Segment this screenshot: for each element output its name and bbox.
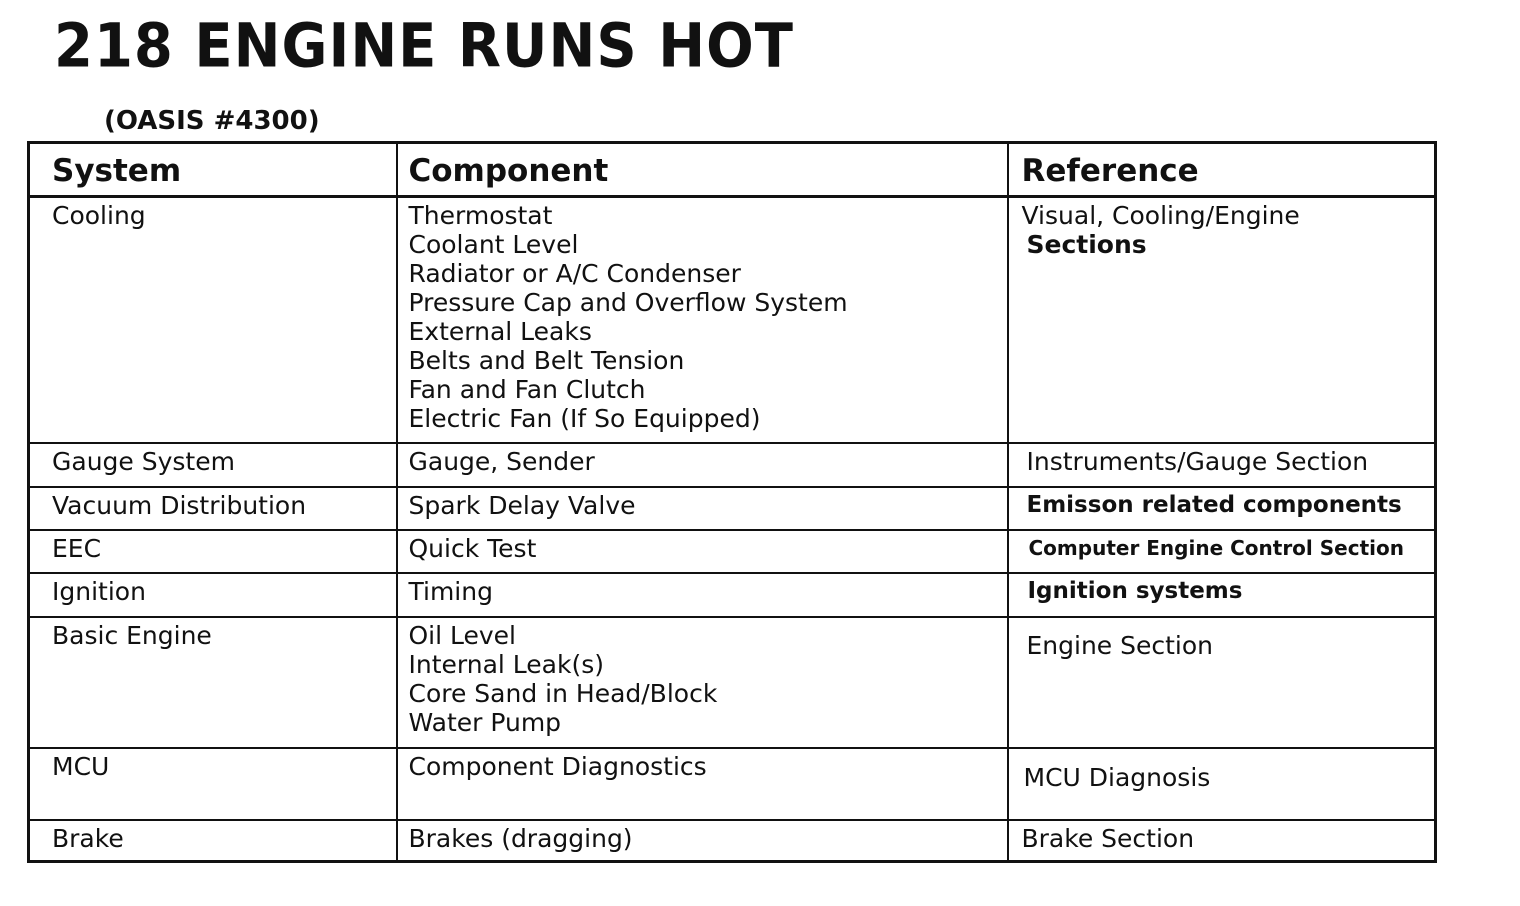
system-cell: Gauge System (29, 443, 397, 487)
component-item: Internal Leak(s) (408, 649, 604, 679)
page-title: 218 ENGINE RUNS HOT (54, 11, 794, 82)
reference-cell (1008, 820, 1436, 862)
reference-cell (1008, 487, 1436, 530)
component-item: Component Diagnostics (408, 751, 707, 781)
reference-line: Sections (1026, 230, 1147, 259)
table-row (29, 197, 1436, 443)
component-item: Electric Fan (If So Equipped) (408, 404, 761, 433)
reference-line: MCU Diagnosis (1023, 762, 1211, 792)
reference-line: Ignition systems (1027, 577, 1243, 604)
component-item: Water Pump (408, 707, 562, 737)
header-system: System (29, 143, 397, 197)
table-row (29, 443, 1436, 487)
component-item: Fan and Fan Clutch (408, 375, 646, 404)
system-cell: Cooling (29, 197, 397, 443)
component-item: Coolant Level (408, 230, 579, 259)
component-cell (397, 443, 1008, 487)
component-item: Pressure Cap and Overflow System (408, 288, 848, 317)
header-component: Component (397, 143, 1008, 197)
component-cell (397, 573, 1008, 617)
reference-line: Brake Section (1021, 823, 1195, 853)
system-cell: Vacuum Distribution (29, 487, 397, 530)
oasis-code: (OASIS #4300) (104, 106, 320, 136)
system-cell: MCU (29, 748, 397, 820)
system-cell: EEC (29, 530, 397, 573)
table-row (29, 748, 1436, 820)
component-item: Timing (408, 576, 493, 606)
table-row (29, 820, 1436, 862)
component-cell (397, 820, 1008, 862)
table-row (29, 617, 1436, 748)
component-item: Belts and Belt Tension (408, 346, 685, 375)
reference-cell (1008, 197, 1436, 443)
reference-line: Visual, Cooling/Engine (1021, 201, 1300, 230)
table-row (29, 487, 1436, 530)
table-header-row (29, 143, 1436, 197)
reference-cell (1008, 748, 1436, 820)
component-cell (397, 487, 1008, 530)
table-row (29, 573, 1436, 617)
reference-line: Emisson related components (1026, 491, 1402, 518)
component-cell (397, 617, 1008, 748)
reference-line: Instruments/Gauge Section (1026, 446, 1369, 476)
system-cell: Brake (29, 820, 397, 862)
reference-line: Computer Engine Control Section (1028, 535, 1404, 560)
component-cell (397, 197, 1008, 443)
reference-cell (1008, 573, 1436, 617)
component-item: Oil Level (408, 620, 517, 650)
component-item: External Leaks (408, 317, 592, 346)
system-cell: Ignition (29, 573, 397, 617)
component-item: Quick Test (408, 533, 537, 563)
component-item: Spark Delay Valve (408, 490, 636, 520)
component-item: Brakes (dragging) (408, 823, 633, 853)
reference-cell (1008, 443, 1436, 487)
reference-line: Engine Section (1026, 630, 1214, 660)
component-item: Core Sand in Head/Block (408, 678, 718, 708)
reference-cell (1008, 617, 1436, 748)
component-item: Radiator or A/C Condenser (408, 259, 741, 288)
reference-cell (1008, 530, 1436, 573)
component-cell (397, 748, 1008, 820)
component-item: Gauge, Sender (408, 446, 595, 476)
diagnostic-table (27, 141, 1437, 863)
component-item: Thermostat (408, 201, 553, 230)
system-cell: Basic Engine (29, 617, 397, 748)
header-reference: Reference (1008, 143, 1436, 197)
component-cell (397, 530, 1008, 573)
table-row (29, 530, 1436, 573)
